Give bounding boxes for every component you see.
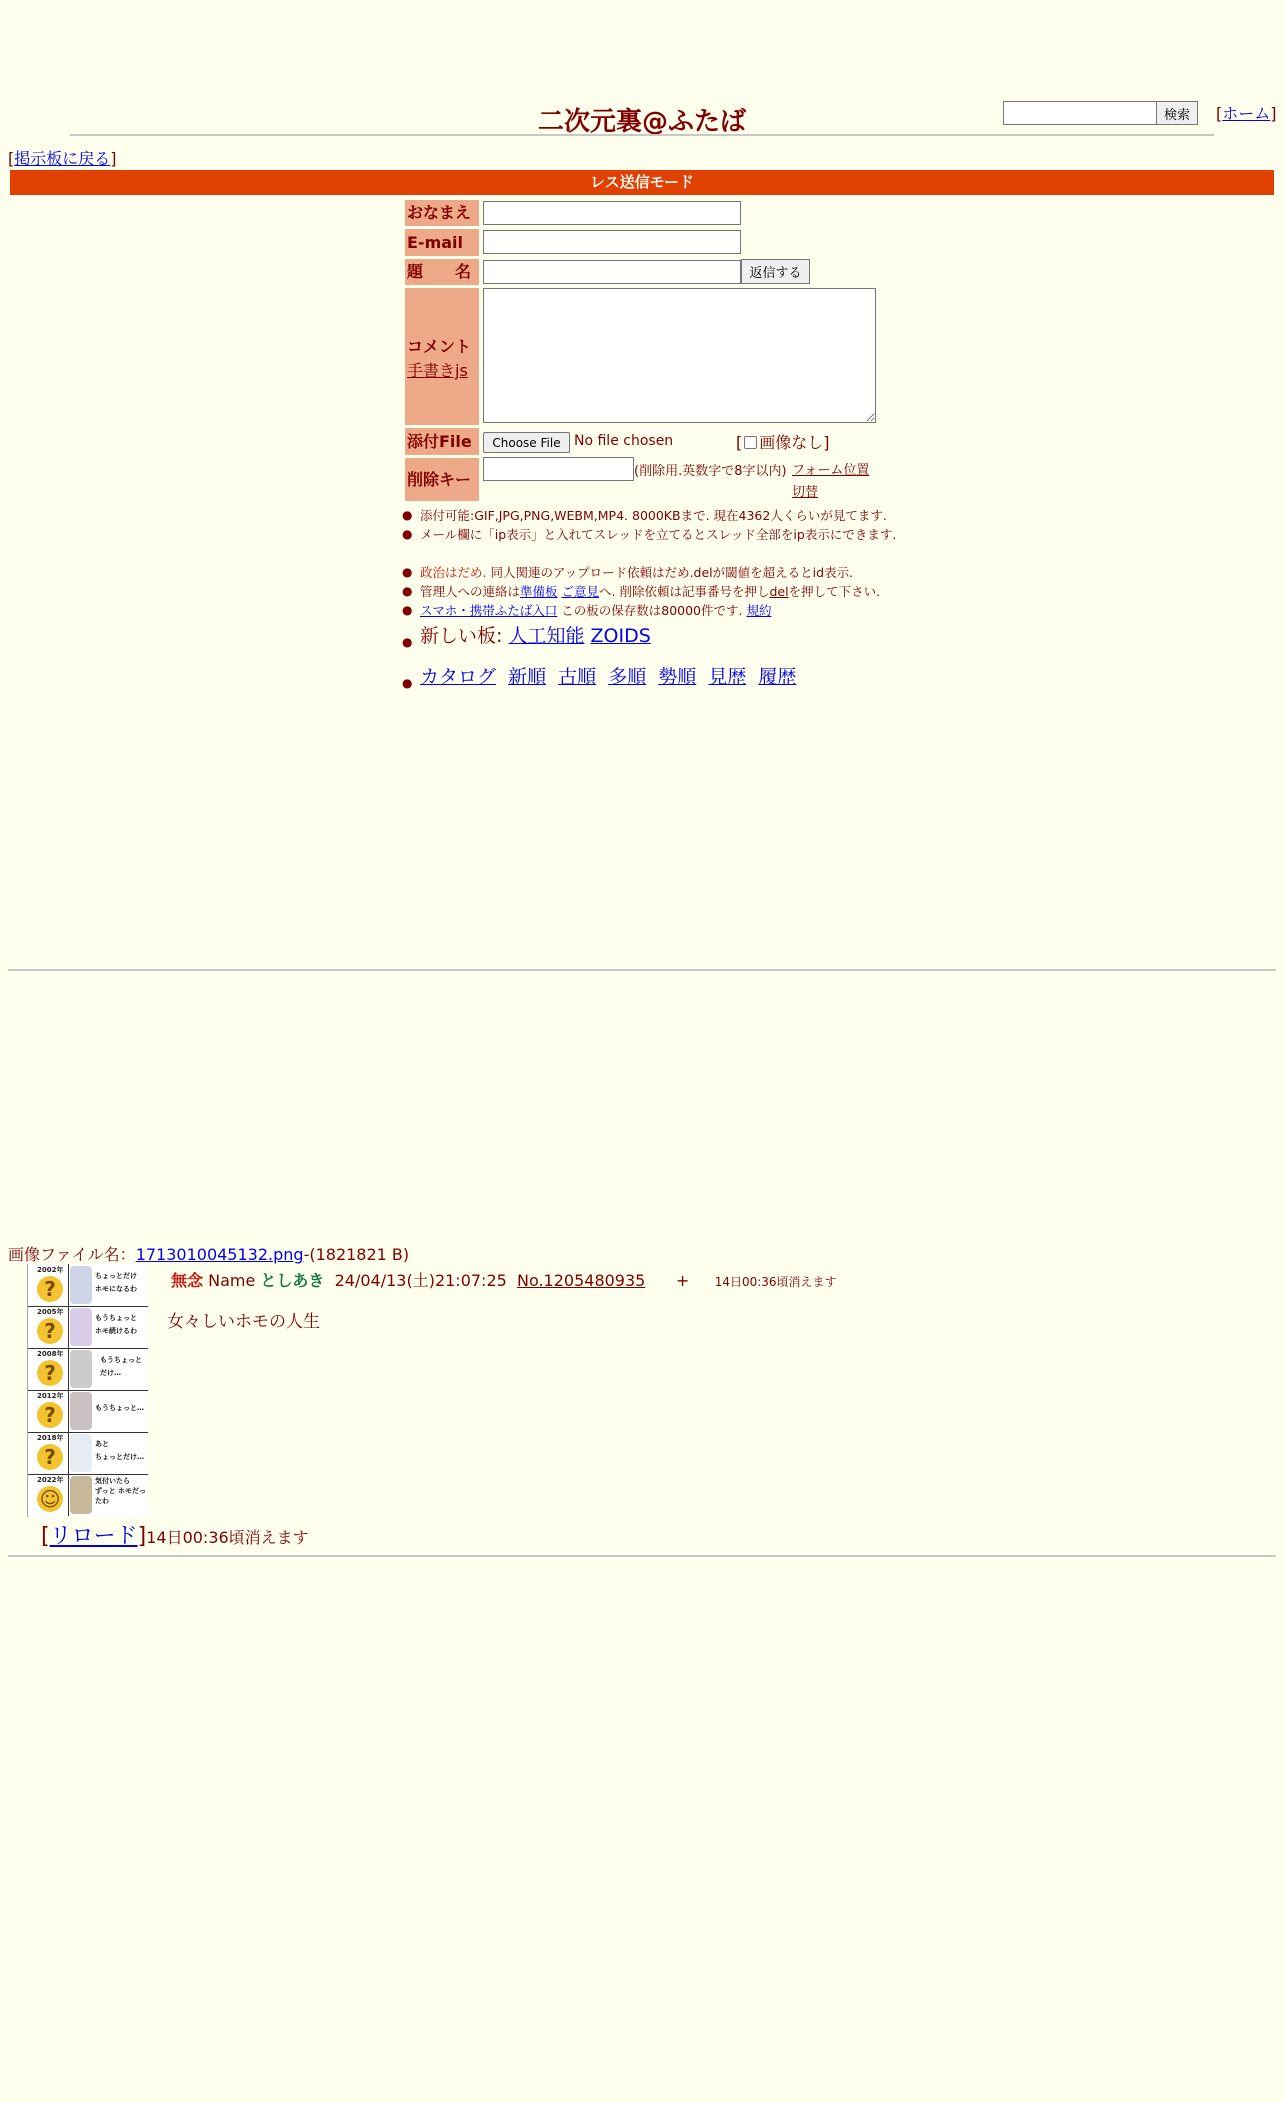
- no-image-label: 画像なし: [759, 433, 824, 452]
- no-image-checkbox[interactable]: [744, 436, 757, 449]
- thumb-year: 2005年: [37, 1308, 64, 1316]
- file-info-label: 画像ファイル名：: [8, 1245, 136, 1264]
- post-author: としあき: [260, 1271, 325, 1290]
- character-figure: [70, 1266, 92, 1304]
- note-rules: [402, 563, 900, 582]
- form-position-toggle-link[interactable]: フォーム位置切替: [792, 463, 870, 500]
- post-name-label: Name: [208, 1271, 256, 1290]
- post-plus-button[interactable]: +: [675, 1271, 690, 1290]
- file-name-link[interactable]: 1713010045132.png: [135, 1245, 304, 1264]
- delete-key-note: (削除用.英数字で8字以内): [634, 464, 787, 479]
- site-title: 二次元裏@ふたば: [537, 107, 746, 137]
- thumb-row: [28, 1474, 148, 1516]
- file-info: [8, 1242, 409, 1265]
- nav-old-link[interactable]: 古順: [558, 666, 597, 688]
- delete-key-label: 削除キー: [405, 458, 479, 501]
- bullet-icon: ●: [402, 527, 413, 541]
- thumb-year: 2002年: [37, 1266, 64, 1274]
- del-link[interactable]: del: [769, 584, 789, 599]
- reply-mode-bar: レス送信モード: [10, 170, 1274, 195]
- name-label: おなまえ: [405, 200, 479, 226]
- note-mobile: [402, 601, 900, 620]
- email-input[interactable]: [483, 230, 741, 254]
- nav-many-link[interactable]: 多順: [608, 666, 647, 688]
- comment-textarea[interactable]: [483, 288, 876, 423]
- board-nav: [402, 663, 840, 691]
- note-attachment: [402, 506, 900, 525]
- file-label: 添付File: [405, 428, 479, 455]
- reload-link[interactable]: リロード: [49, 1524, 138, 1549]
- comment-label-cell: [405, 288, 479, 425]
- thumb-row: [28, 1432, 148, 1475]
- form-position-toggle-wrapper: [792, 460, 882, 504]
- post-body: 女々しいホモの人生: [167, 1312, 320, 1332]
- character-figure: [70, 1308, 92, 1346]
- nav-history-link[interactable]: 履歴: [758, 666, 797, 688]
- choose-file-button[interactable]: Choose File: [483, 432, 570, 453]
- thumb-caption: 気付いたら ずっと ホモだったわ: [95, 1477, 147, 1505]
- nav-new-link[interactable]: 新順: [508, 666, 547, 688]
- subject-input[interactable]: [483, 260, 741, 284]
- delete-key-input[interactable]: [483, 457, 634, 481]
- back-link-wrapper: [掲示板に戻る]: [8, 149, 117, 168]
- note-new-boards: [402, 622, 720, 650]
- reply-submit-button[interactable]: 返信する: [741, 259, 810, 284]
- thinking-face-icon: ?: [37, 1444, 63, 1470]
- file-size: -(1821821 B): [303, 1245, 410, 1264]
- thinking-face-icon: ?: [37, 1318, 63, 1344]
- thread-end-divider: [8, 1555, 1276, 1557]
- bullet-icon: ●: [402, 635, 413, 649]
- post-number-link[interactable]: No.1205480935: [516, 1271, 646, 1290]
- bullet-icon: ●: [402, 508, 413, 522]
- mobile-entry-link[interactable]: スマホ・携帯ふたば入口: [420, 603, 558, 618]
- post-datetime: 24/04/13(土)21:07:25: [334, 1271, 507, 1290]
- note-contact: [402, 582, 900, 601]
- smiling-face-icon: ☺: [37, 1486, 63, 1512]
- subject-label: 題 名: [405, 259, 479, 285]
- post-thumbnail-image[interactable]: [27, 1264, 148, 1517]
- bullet-icon: ●: [402, 603, 413, 617]
- terms-link[interactable]: 規約: [746, 603, 772, 618]
- character-figure: [70, 1350, 92, 1388]
- character-figure: [70, 1476, 92, 1514]
- post-header: [171, 1268, 837, 1291]
- note-text: を押して下さい.: [788, 584, 881, 599]
- file-status: No file chosen: [574, 433, 674, 449]
- nav-momentum-link[interactable]: 勢順: [658, 666, 697, 688]
- prep-board-link[interactable]: 準備板: [520, 584, 558, 599]
- section-divider: [8, 969, 1276, 971]
- note-text: メール欄に「ip表示」と入れてスレッドを立てるとスレッド全部をip表示にできます.: [420, 527, 897, 542]
- bullet-icon: ●: [402, 676, 413, 690]
- note-text: この板の保存数は80000件です.: [557, 603, 747, 618]
- thumb-caption: ちょっとだけ ホモになるわ: [95, 1272, 137, 1293]
- nav-catalog-link[interactable]: カタログ: [420, 666, 497, 688]
- title-divider: [70, 134, 1214, 136]
- back-to-board-link[interactable]: 掲示板に戻る: [14, 149, 111, 168]
- handwrite-js-link[interactable]: 手書きjs: [407, 361, 468, 380]
- thumb-caption: もうちょっと だけ…: [100, 1356, 142, 1377]
- home-link-wrapper: [ホーム]: [1216, 104, 1277, 123]
- thread-expire-text: 14日00:36頃消えます: [146, 1528, 309, 1547]
- no-image-option: [ 画像なし]: [736, 433, 830, 452]
- thumb-row: [28, 1306, 148, 1349]
- bullet-icon: ●: [402, 584, 413, 598]
- thinking-face-icon: ?: [37, 1276, 63, 1302]
- new-board-ai-link[interactable]: 人工知能: [508, 625, 585, 647]
- character-figure: [70, 1434, 92, 1472]
- reload-area: [リロード]14日00:36頃消えます: [41, 1524, 309, 1549]
- thumb-year: 2018年: [37, 1434, 64, 1442]
- feedback-link[interactable]: ご意見: [561, 584, 600, 599]
- note-politics: 政治はだめ.: [420, 565, 487, 580]
- note-text: 添付可能:GIF,JPG,PNG,WEBM,MP4. 8000KBまで. 現在4362人くらいが見てます.: [420, 508, 887, 523]
- note-ip-display: [402, 525, 900, 544]
- new-boards-label: 新しい板:: [420, 625, 503, 647]
- thumb-row: [28, 1264, 148, 1307]
- search-input[interactable]: [1003, 101, 1159, 125]
- home-link[interactable]: ホーム: [1222, 104, 1271, 123]
- thumb-year: 2012年: [37, 1392, 64, 1400]
- post-subject: 無念: [171, 1271, 204, 1290]
- thumb-year: 2022年: [37, 1476, 64, 1484]
- thumb-caption: もうちょっと ホモ続けるわ: [95, 1314, 137, 1335]
- comment-label: コメント: [407, 337, 472, 356]
- thumb-caption: あと ちょっとだけ…: [95, 1440, 144, 1461]
- thumb-row: [28, 1390, 148, 1433]
- character-figure: [70, 1392, 92, 1430]
- note-text: へ. 削除依頼は記事番号を押し: [599, 584, 770, 599]
- name-input[interactable]: [483, 201, 741, 225]
- thumb-row: [28, 1348, 148, 1391]
- note-text: 管理人への連絡は: [420, 584, 521, 599]
- thumb-year: 2008年: [37, 1350, 64, 1358]
- post-expire-time: 14日00:36頃消えます: [714, 1275, 837, 1289]
- email-label: E-mail: [405, 229, 479, 256]
- search-button[interactable]: 検索: [1156, 101, 1198, 125]
- thinking-face-icon: ?: [37, 1402, 63, 1428]
- thinking-face-icon: ?: [37, 1360, 63, 1386]
- note-text: 同人関連のアップロード依頼はだめ.delが閾値を超えるとid表示.: [486, 565, 854, 580]
- nav-viewed-link[interactable]: 見歴: [708, 666, 747, 688]
- new-board-zoids-link[interactable]: ZOIDS: [590, 625, 651, 647]
- thumb-caption: もうちょっと…: [95, 1404, 144, 1412]
- bullet-icon: ●: [402, 565, 413, 579]
